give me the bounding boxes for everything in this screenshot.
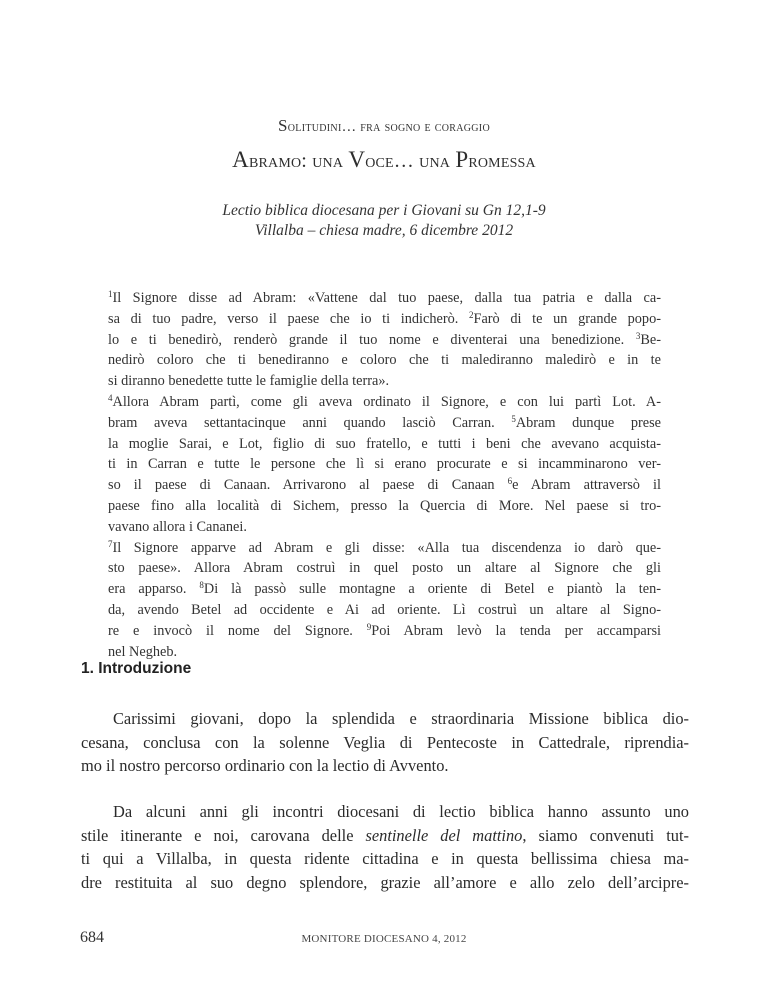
verse-number: 2	[469, 309, 474, 320]
title-initial-c: P	[455, 147, 469, 172]
verse-text: sto paese». Allora Abram costruì in quel posto un altare al Signore che gli	[108, 560, 661, 577]
verse-number: 9	[366, 621, 372, 632]
title-initial-b: V	[348, 147, 366, 172]
body-paragraph-1	[81, 707, 689, 778]
verse-text: Farò di te un grande popo-	[473, 310, 661, 327]
scripture-line	[108, 392, 661, 413]
verse-text: Be-	[640, 331, 661, 348]
title-initial-a: A	[232, 147, 249, 172]
paragraph-line: Carissimi giovani, dopo la splendida e straordinaria Missione biblica dio-	[113, 709, 689, 728]
verse-text: lo e ti benedirò, renderò grande il tuo nome e diventerai una benedizione.	[108, 331, 636, 348]
body-paragraph-2	[81, 800, 689, 894]
kicker-initial: S	[278, 116, 288, 135]
verse-text: bram aveva settantacinque anni quando lasciò Carran.	[108, 414, 512, 431]
scripture-line	[108, 600, 661, 621]
verse-number: 3	[635, 330, 641, 341]
italic-phrase: sentinelle del mattino	[365, 825, 523, 845]
paragraph-line	[81, 824, 689, 848]
verse-text: so il paese di Canaan. Arrivarono al paese di Canaan	[108, 477, 508, 494]
verse-text: era apparso.	[108, 581, 200, 598]
verse-text: nedirò coloro che ti benediranno e coloro che ti malediranno maledirò e in te	[108, 352, 661, 369]
verse-text: ti in Carran e tutte le persone che lì si erano procurate e si incamminarono ver-	[108, 456, 661, 473]
paragraph-line: ti qui a Villalba, in questa ridente cittadina e in questa bellissima chiesa ma-	[81, 849, 689, 869]
scripture-line	[108, 517, 661, 538]
verse-text: da, avendo Betel ad occidente e Ai ad oriente. Lì costruì un altare al Signo-	[108, 601, 661, 618]
scripture-line	[108, 413, 661, 434]
page-number: 684	[80, 929, 104, 946]
scripture-line	[108, 579, 661, 600]
running-footer: MONITORE DIOCESANO 4, 2012	[301, 933, 467, 945]
verse-text: e Abram attraversò il	[512, 477, 661, 494]
verse-number: 5	[511, 413, 516, 424]
subtitle	[0, 201, 768, 241]
verse-text: Di là passò sulle montagne a oriente di Betel e piantò la ten-	[203, 581, 661, 598]
scripture-line	[108, 350, 661, 371]
verse-number: 8	[199, 580, 204, 591]
scripture-passage	[108, 288, 661, 662]
verse-text: la moglie Sarai, e Lot, figlio di suo fratello, e tutti i beni che avevano acquista-	[108, 435, 661, 452]
scripture-line	[108, 371, 661, 392]
verse-number: 7	[108, 538, 113, 549]
scripture-line	[108, 434, 661, 455]
scripture-line	[108, 496, 661, 517]
verse-text: Il Signore apparve ad Abram e gli disse: «Alla tua discendenza io darò que-	[112, 539, 661, 556]
paragraph-line: cesana, conclusa con la solenne Veglia di Pentecoste in Cattedrale, riprendia-	[81, 732, 689, 752]
scripture-line	[108, 288, 661, 309]
title-part-c: romessa	[468, 150, 536, 172]
scripture-line	[108, 621, 661, 642]
paragraph-line: dre restituita al suo degno splendore, grazie all’amore e allo zelo dell’arcipre-	[81, 872, 689, 892]
subtitle-line-1: Lectio biblica diocesana per i Giovani su Gn 12,1-9	[222, 202, 546, 219]
scripture-line	[108, 475, 661, 496]
paragraph-line: Da alcuni anni gli incontri diocesani di lectio biblica hanno assunto uno	[113, 802, 689, 821]
scripture-line	[108, 454, 661, 475]
verse-text: re e invocò il nome del Signore.	[108, 622, 367, 639]
series-kicker	[0, 116, 768, 136]
verse-text: vavano allora i Cananei.	[108, 518, 247, 535]
text-run: , siamo convenuti tut-	[522, 825, 689, 845]
page-title	[0, 147, 768, 173]
verse-number: 4	[108, 392, 113, 403]
verse-text: Poi Abram levò la tenda per accamparsi	[371, 622, 662, 639]
scripture-line	[108, 309, 661, 330]
kicker-text: olitudini… fra sogno e coraggio	[287, 119, 490, 135]
verse-number: 1	[108, 289, 113, 299]
verse-text: sa di tuo padre, verso il paese che io ti indicherò.	[108, 310, 469, 327]
section-heading: 1. Introduzione	[81, 660, 192, 677]
subtitle-line-2: Villalba – chiesa madre, 6 dicembre 2012	[254, 222, 514, 239]
scripture-line	[108, 538, 661, 559]
paragraph-line: mo il nostro percorso ordinario con la lectio di Avvento.	[81, 756, 449, 776]
verse-text: paese fino alla località di Sichem, presso la Quercia di More. Nel paese si tro-	[108, 497, 661, 514]
verse-text: Il Signore disse ad Abram: «Vattene dal tuo paese, dalla tua patria e dalla ca-	[112, 290, 661, 306]
title-part-b: oce… una	[365, 150, 456, 172]
verse-text: nel Negheb.	[108, 643, 178, 660]
scripture-line	[108, 330, 661, 351]
scripture-line	[108, 558, 661, 579]
title-part-a: bramo: una	[248, 150, 349, 172]
text-run: stile itinerante e noi, carovana delle	[81, 825, 366, 845]
verse-text: si diranno benedette tutte le famiglie della terra».	[108, 373, 390, 390]
verse-number: 6	[507, 476, 513, 487]
verse-text: Allora Abram partì, come gli aveva ordinato il Signore, e con lui partì Lot. A-	[112, 393, 661, 410]
verse-text: Abram dunque prese	[515, 414, 661, 431]
